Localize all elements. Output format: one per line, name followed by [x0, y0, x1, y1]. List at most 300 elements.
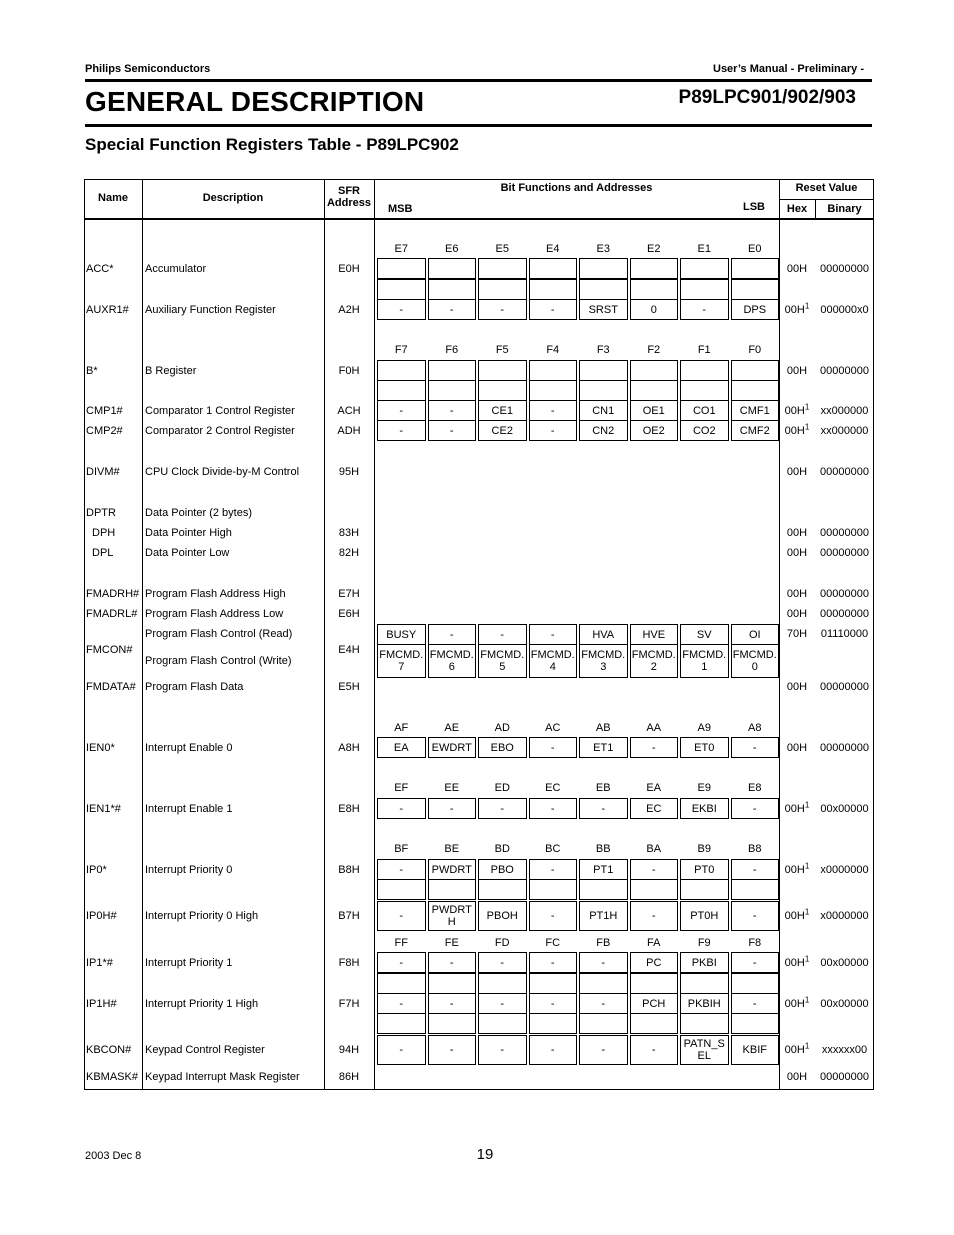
row-12-reset-hex: 00H: [786, 547, 808, 559]
row-22-bit-1: PT0: [680, 859, 729, 880]
row-7-name: CMP1#: [86, 405, 123, 417]
row-3-bit-3: SRST: [579, 299, 628, 320]
row-3-bit-4: -: [529, 299, 578, 320]
row-30-bit-7: -: [377, 1035, 426, 1065]
row-28-reset-hex: $00H^1$: [784, 995, 810, 1010]
row-4-bit-address-4: F4: [546, 344, 560, 356]
row-5-bit-6: [428, 360, 477, 381]
row-24-bit-6: PWDRT H: [428, 901, 477, 931]
row-29-bit-1: [680, 1013, 729, 1034]
row-29-bit-0: [731, 1013, 780, 1034]
row-30-reset-hex: $00H^1$: [784, 1041, 810, 1056]
row-5-name: B*: [86, 365, 98, 377]
row-14-reset-binary: 00000000: [820, 608, 869, 620]
row-14-name: FMADRL#: [86, 608, 138, 620]
row-1-sfr-address: E0H: [338, 263, 360, 275]
row-20-bit-5: -: [478, 798, 527, 819]
row-7-bit-3: CN1: [579, 400, 628, 421]
row-10-name: DPTR: [86, 507, 116, 519]
row-12-name: DPL: [92, 547, 114, 559]
row-22-name: IP0*: [86, 864, 107, 876]
row-30-reset-binary: xxxxxx00: [821, 1044, 868, 1056]
row-6-bit-2: [630, 380, 679, 401]
row-22-reset-hex: $00H^1$: [784, 861, 810, 876]
header-rule: [85, 79, 872, 82]
row-24-bit-3: PT1H: [579, 901, 628, 931]
row-18-name: IEN0*: [86, 742, 115, 754]
row-15-write-bit-0: FMCMD. 0: [731, 645, 780, 678]
header-rule: [84, 218, 874, 220]
row-17-bit-address-1: A9: [697, 722, 711, 734]
row-5-description: B Register: [145, 365, 197, 377]
row-3-reset-binary: 000000x0: [820, 304, 869, 316]
row-30-bit-5: -: [478, 1035, 527, 1065]
row-18-bit-6: EWDRT: [428, 737, 477, 758]
row-26-description: Interrupt Priority 1: [145, 957, 233, 969]
row-26-bit-7: -: [377, 952, 426, 973]
row-1-bit-5: [478, 258, 527, 279]
row-27-bit-4: [529, 973, 578, 994]
row-21-bit-address-4: BC: [545, 843, 561, 855]
row-16-reset-binary: 00000000: [820, 681, 869, 693]
row-27-bit-3: [579, 973, 628, 994]
row-19-bit-address-7: EF: [394, 782, 409, 794]
row-3-bit-1: -: [680, 299, 729, 320]
header-hex: Hex: [786, 203, 808, 215]
row-28-name: IP1H#: [86, 998, 117, 1010]
row-18-bit-0: -: [731, 737, 780, 758]
row-3-reset-hex: $00H^1$: [784, 301, 810, 316]
row-28-sfr-address: F7H: [338, 998, 360, 1010]
row-21-bit-address-2: BA: [646, 843, 662, 855]
row-4-bit-address-0: F0: [748, 344, 762, 356]
row-26-bit-5: -: [478, 952, 527, 973]
row-10-description: Data Pointer (2 bytes): [145, 507, 252, 519]
row-26-bit-6: -: [428, 952, 477, 973]
row-24-bit-2: -: [630, 901, 679, 931]
row-1-bit-1: [680, 258, 729, 279]
row-12-sfr-address: 82H: [338, 547, 360, 559]
row-8-bit-3: CN2: [579, 420, 628, 441]
row-8-bit-4: -: [529, 420, 578, 441]
row-20-bit-4: -: [529, 798, 578, 819]
row-8-bit-1: CO2: [680, 420, 729, 441]
row-28-bit-7: -: [377, 993, 426, 1014]
row-22-bit-7: -: [377, 859, 426, 880]
row-25-bit-address-2: FA: [647, 937, 661, 949]
row-17-bit-address-4: AC: [545, 722, 561, 734]
row-24-bit-0: -: [731, 901, 780, 931]
table-rule: [84, 1089, 874, 1090]
row-2-bit-6: [428, 279, 477, 300]
row-5-reset-binary: 00000000: [820, 365, 869, 377]
row-16-reset-hex: 00H: [786, 681, 808, 693]
row-22-bit-5: PBO: [478, 859, 527, 880]
row-7-bit-7: -: [377, 400, 426, 421]
row-17-bit-address-2: AA: [646, 722, 662, 734]
row-13-description: Program Flash Address High: [145, 588, 286, 600]
row-31-reset-hex: 00H: [786, 1071, 808, 1083]
row-28-bit-1: PKBIH: [680, 993, 729, 1014]
row-30-name: KBCON#: [86, 1044, 132, 1056]
row-13-name: FMADRH#: [86, 588, 140, 600]
row-0-bit-address-7: E7: [394, 243, 408, 255]
row-28-bit-3: -: [579, 993, 628, 1014]
row-5-reset-hex: 00H: [786, 365, 808, 377]
row-23-bit-7: [377, 879, 426, 900]
row-28-bit-2: PCH: [630, 993, 679, 1014]
row-21-bit-address-1: B9: [697, 843, 711, 855]
header-lsb: LSB: [743, 201, 765, 213]
row-15-write-bit-4: FMCMD. 4: [529, 645, 578, 678]
header-reset-value: Reset Value: [795, 182, 858, 194]
row-7-bit-6: -: [428, 400, 477, 421]
row-25-bit-address-6: FE: [444, 937, 459, 949]
row-16-description: Program Flash Data: [145, 681, 244, 693]
row-30-bit-0: KBIF: [731, 1035, 780, 1065]
row-3-bit-0: DPS: [731, 299, 780, 320]
row-18-bit-3: ET1: [579, 737, 628, 758]
row-9-sfr-address: 95H: [338, 466, 360, 478]
row-0-bit-address-2: E2: [647, 243, 661, 255]
table-rule: [84, 179, 874, 180]
row-15-write-bit-6: FMCMD. 6: [428, 645, 477, 678]
row-28-bit-5: -: [478, 993, 527, 1014]
row-6-bit-3: [579, 380, 628, 401]
column-divider: [374, 179, 375, 1090]
row-15-read-bit-4: -: [529, 624, 578, 645]
row-20-sfr-address: E8H: [338, 803, 360, 815]
table-rule: [84, 179, 85, 1090]
row-26-bit-0: -: [731, 952, 780, 973]
row-2-bit-0: [731, 279, 780, 300]
row-24-bit-1: PT0H: [680, 901, 729, 931]
row-20-description: Interrupt Enable 1: [145, 803, 233, 815]
row-15-read-bit-1: SV: [680, 624, 729, 645]
column-divider: [142, 179, 143, 1090]
row-5-bit-1: [680, 360, 729, 381]
row-30-sfr-address: 94H: [338, 1044, 360, 1056]
row-8-name: CMP2#: [86, 425, 123, 437]
row-11-sfr-address: 83H: [338, 527, 360, 539]
row-8-description: Comparator 2 Control Register: [145, 425, 295, 437]
row-8-bit-0: CMF2: [731, 420, 780, 441]
row-31-sfr-address: 86H: [338, 1071, 360, 1083]
row-25-bit-address-4: FC: [545, 937, 561, 949]
row-4-bit-address-1: F1: [697, 344, 711, 356]
row-3-description: Auxiliary Function Register: [145, 304, 276, 316]
row-24-reset-binary: x0000000: [820, 910, 869, 922]
row-15-sfr-address: E4H: [338, 644, 360, 656]
row-30-description: Keypad Control Register: [145, 1044, 265, 1056]
row-11-reset-binary: 00000000: [820, 527, 869, 539]
row-0-bit-address-1: E1: [697, 243, 711, 255]
row-13-reset-hex: 00H: [786, 588, 808, 600]
row-20-bit-2: EC: [630, 798, 679, 819]
row-20-bit-1: EKBI: [680, 798, 729, 819]
row-22-bit-4: -: [529, 859, 578, 880]
row-5-bit-0: [731, 360, 780, 381]
row-29-bit-2: [630, 1013, 679, 1034]
row-1-bit-6: [428, 258, 477, 279]
row-4-bit-address-2: F2: [647, 344, 661, 356]
row-12-description: Data Pointer Low: [145, 547, 230, 559]
row-24-bit-4: -: [529, 901, 578, 931]
row-7-reset-hex: $00H^1$: [784, 402, 810, 417]
row-18-bit-2: -: [630, 737, 679, 758]
row-1-reset-hex: 00H: [786, 263, 808, 275]
row-1-name: ACC*: [86, 263, 114, 275]
section-title: Special Function Registers Table - P89LPC902: [85, 135, 459, 154]
row-29-bit-4: [529, 1013, 578, 1034]
row-6-bit-6: [428, 380, 477, 401]
row-15-read-bit-2: HVE: [630, 624, 679, 645]
row-20-bit-6: -: [428, 798, 477, 819]
row-1-reset-binary: 00000000: [820, 263, 869, 275]
row-17-bit-address-3: AB: [595, 722, 611, 734]
row-2-bit-5: [478, 279, 527, 300]
row-20-bit-0: -: [731, 798, 780, 819]
row-7-bit-1: CO1: [680, 400, 729, 421]
manual-title: User’s Manual - Preliminary -: [713, 63, 864, 75]
row-15-read-bit-5: -: [478, 624, 527, 645]
row-20-bit-7: -: [377, 798, 426, 819]
row-25-bit-address-3: FB: [596, 937, 611, 949]
row-18-sfr-address: A8H: [338, 742, 360, 754]
row-19-bit-address-2: EA: [646, 782, 662, 794]
row-26-bit-3: -: [579, 952, 628, 973]
row-22-reset-binary: x0000000: [820, 864, 869, 876]
row-18-bit-7: EA: [377, 737, 426, 758]
row-26-bit-4: -: [529, 952, 578, 973]
row-21-bit-address-5: BD: [494, 843, 510, 855]
row-5-bit-2: [630, 360, 679, 381]
row-25-bit-address-7: FF: [394, 937, 408, 949]
row-22-sfr-address: B8H: [338, 864, 360, 876]
row-11-description: Data Pointer High: [145, 527, 232, 539]
row-15-write-bit-1: FMCMD. 1: [680, 645, 729, 678]
row-3-sfr-address: A2H: [338, 304, 360, 316]
row-24-sfr-address: B7H: [338, 910, 360, 922]
row-9-reset-hex: 00H: [786, 466, 808, 478]
row-22-bit-6: PWDRT: [428, 859, 477, 880]
row-30-bit-3: -: [579, 1035, 628, 1065]
row-15-write-bit-5: FMCMD. 5: [478, 645, 527, 678]
row-16-name: FMDATA#: [86, 681, 136, 693]
row-15-description-write: Program Flash Control (Write): [145, 655, 292, 667]
row-9-name: DIVM#: [86, 466, 120, 478]
row-26-reset-hex: $00H^1$: [784, 954, 810, 969]
header-name: Name: [98, 192, 128, 204]
row-8-reset-hex: $00H^1$: [784, 422, 810, 437]
row-0-bit-address-6: E6: [445, 243, 459, 255]
row-3-bit-2: 0: [630, 299, 679, 320]
row-3-bit-7: -: [377, 299, 426, 320]
row-8-bit-6: -: [428, 420, 477, 441]
row-17-bit-address-6: AE: [444, 722, 460, 734]
row-23-bit-2: [630, 879, 679, 900]
row-18-bit-5: EBO: [478, 737, 527, 758]
row-15-read-bit-0: OI: [731, 624, 780, 645]
row-24-reset-hex: $00H^1$: [784, 907, 810, 922]
row-26-name: IP1*#: [86, 957, 113, 969]
row-15-write-bit-3: FMCMD. 3: [579, 645, 628, 678]
row-23-bit-4: [529, 879, 578, 900]
row-15-read-bit-3: HVA: [579, 624, 628, 645]
row-19-bit-address-0: E8: [748, 782, 762, 794]
row-17-bit-address-0: A8: [748, 722, 762, 734]
row-7-reset-binary: xx000000: [820, 405, 869, 417]
row-1-bit-2: [630, 258, 679, 279]
row-19-bit-address-5: ED: [494, 782, 510, 794]
row-2-bit-2: [630, 279, 679, 300]
row-14-description: Program Flash Address Low: [145, 608, 284, 620]
row-1-bit-0: [731, 258, 780, 279]
row-7-bit-4: -: [529, 400, 578, 421]
row-23-bit-5: [478, 879, 527, 900]
row-14-sfr-address: E6H: [338, 608, 360, 620]
row-18-bit-4: -: [529, 737, 578, 758]
row-31-reset-binary: 00000000: [820, 1071, 869, 1083]
row-31-name: KBMASK#: [86, 1071, 138, 1083]
row-23-bit-3: [579, 879, 628, 900]
row-22-bit-0: -: [731, 859, 780, 880]
row-25-bit-address-1: F9: [697, 937, 711, 949]
row-0-bit-address-3: E3: [596, 243, 610, 255]
row-28-bit-0: -: [731, 993, 780, 1014]
row-4-bit-address-6: F6: [445, 344, 459, 356]
row-8-bit-7: -: [377, 420, 426, 441]
row-2-bit-7: [377, 279, 426, 300]
row-9-reset-binary: 00000000: [820, 466, 869, 478]
row-8-reset-binary: xx000000: [820, 425, 869, 437]
row-21-bit-address-3: BB: [595, 843, 611, 855]
row-15-reset-hex: 70H: [786, 628, 808, 640]
row-17-bit-address-5: AD: [494, 722, 510, 734]
row-26-bit-2: PC: [630, 952, 679, 973]
row-0-bit-address-0: E0: [748, 243, 762, 255]
row-13-sfr-address: E7H: [338, 588, 360, 600]
row-20-name: IEN1*#: [86, 803, 121, 815]
row-3-bit-6: -: [428, 299, 477, 320]
row-27-bit-0: [731, 973, 780, 994]
footer-date: 2003 Dec 8: [85, 1150, 142, 1162]
row-21-bit-address-6: BE: [444, 843, 460, 855]
row-15-read-bit-6: -: [428, 624, 477, 645]
row-28-bit-4: -: [529, 993, 578, 1014]
row-27-bit-6: [428, 973, 477, 994]
row-18-description: Interrupt Enable 0: [145, 742, 233, 754]
row-6-bit-4: [529, 380, 578, 401]
row-22-bit-3: PT1: [579, 859, 628, 880]
row-2-bit-3: [579, 279, 628, 300]
page-title: GENERAL DESCRIPTION: [85, 86, 425, 117]
row-0-bit-address-5: E5: [495, 243, 509, 255]
row-29-bit-5: [478, 1013, 527, 1034]
row-27-bit-2: [630, 973, 679, 994]
row-14-reset-hex: 00H: [786, 608, 808, 620]
row-7-sfr-address: ACH: [337, 405, 361, 417]
row-25-bit-address-0: F8: [748, 937, 762, 949]
row-23-bit-6: [428, 879, 477, 900]
row-24-name: IP0H#: [86, 910, 117, 922]
row-19-bit-address-4: EC: [545, 782, 561, 794]
row-31-description: Keypad Interrupt Mask Register: [145, 1071, 300, 1083]
reset-subheader-rule: [779, 199, 874, 200]
row-29-bit-3: [579, 1013, 628, 1034]
row-21-bit-address-0: B8: [748, 843, 762, 855]
row-0-bit-address-4: E4: [546, 243, 560, 255]
row-3-name: AUXR1#: [86, 304, 129, 316]
row-24-bit-7: -: [377, 901, 426, 931]
row-15-description-read: Program Flash Control (Read): [145, 628, 293, 640]
row-25-bit-address-5: FD: [494, 937, 510, 949]
row-20-reset-binary: 00x00000: [820, 803, 869, 815]
row-27-bit-5: [478, 973, 527, 994]
row-26-bit-1: PKBI: [680, 952, 729, 973]
title-rule: [85, 124, 872, 127]
row-11-reset-hex: 00H: [786, 527, 808, 539]
row-6-bit-7: [377, 380, 426, 401]
header-msb: MSB: [388, 203, 413, 215]
company-name: Philips Semiconductors: [85, 63, 211, 75]
row-5-bit-7: [377, 360, 426, 381]
row-28-reset-binary: 00x00000: [820, 998, 869, 1010]
row-8-sfr-address: ADH: [337, 425, 361, 437]
row-15-write-bit-2: FMCMD. 2: [630, 645, 679, 678]
row-6-bit-1: [680, 380, 729, 401]
row-22-description: Interrupt Priority 0: [145, 864, 233, 876]
row-28-description: Interrupt Priority 1 High: [145, 998, 259, 1010]
row-9-description: CPU Clock Divide-by-M Control: [145, 466, 300, 478]
row-20-bit-3: -: [579, 798, 628, 819]
row-16-sfr-address: E5H: [338, 681, 360, 693]
row-7-description: Comparator 1 Control Register: [145, 405, 295, 417]
row-18-reset-binary: 00000000: [820, 742, 869, 754]
row-5-bit-4: [529, 360, 578, 381]
row-15-name: FMCON#: [86, 644, 133, 656]
row-7-bit-5: CE1: [478, 400, 527, 421]
row-4-bit-address-5: F5: [495, 344, 509, 356]
row-27-bit-7: [377, 973, 426, 994]
row-5-sfr-address: F0H: [338, 365, 360, 377]
row-15-read-bit-7: BUSY: [377, 624, 426, 645]
row-2-bit-1: [680, 279, 729, 300]
header-binary: Binary: [827, 203, 862, 215]
row-19-bit-address-3: EB: [595, 782, 611, 794]
row-30-bit-6: -: [428, 1035, 477, 1065]
row-12-reset-binary: 00000000: [820, 547, 869, 559]
header-sfr-address: SFR Address: [326, 185, 372, 209]
row-6-bit-0: [731, 380, 780, 401]
row-4-bit-address-7: F7: [394, 344, 408, 356]
row-23-bit-1: [680, 879, 729, 900]
row-5-bit-5: [478, 360, 527, 381]
row-24-bit-5: PBOH: [478, 901, 527, 931]
row-6-bit-5: [478, 380, 527, 401]
row-17-bit-address-7: AF: [394, 722, 409, 734]
row-11-name: DPH: [92, 527, 116, 539]
row-24-description: Interrupt Priority 0 High: [145, 910, 259, 922]
page-number: 19: [476, 1146, 494, 1163]
row-19-bit-address-6: EE: [444, 782, 460, 794]
part-number: P89LPC901/902/903: [678, 87, 856, 108]
row-15-write-bit-7: FMCMD. 7: [377, 645, 426, 678]
row-1-bit-3: [579, 258, 628, 279]
row-8-bit-5: CE2: [478, 420, 527, 441]
row-8-bit-2: OE2: [630, 420, 679, 441]
row-19-bit-address-1: E9: [697, 782, 711, 794]
